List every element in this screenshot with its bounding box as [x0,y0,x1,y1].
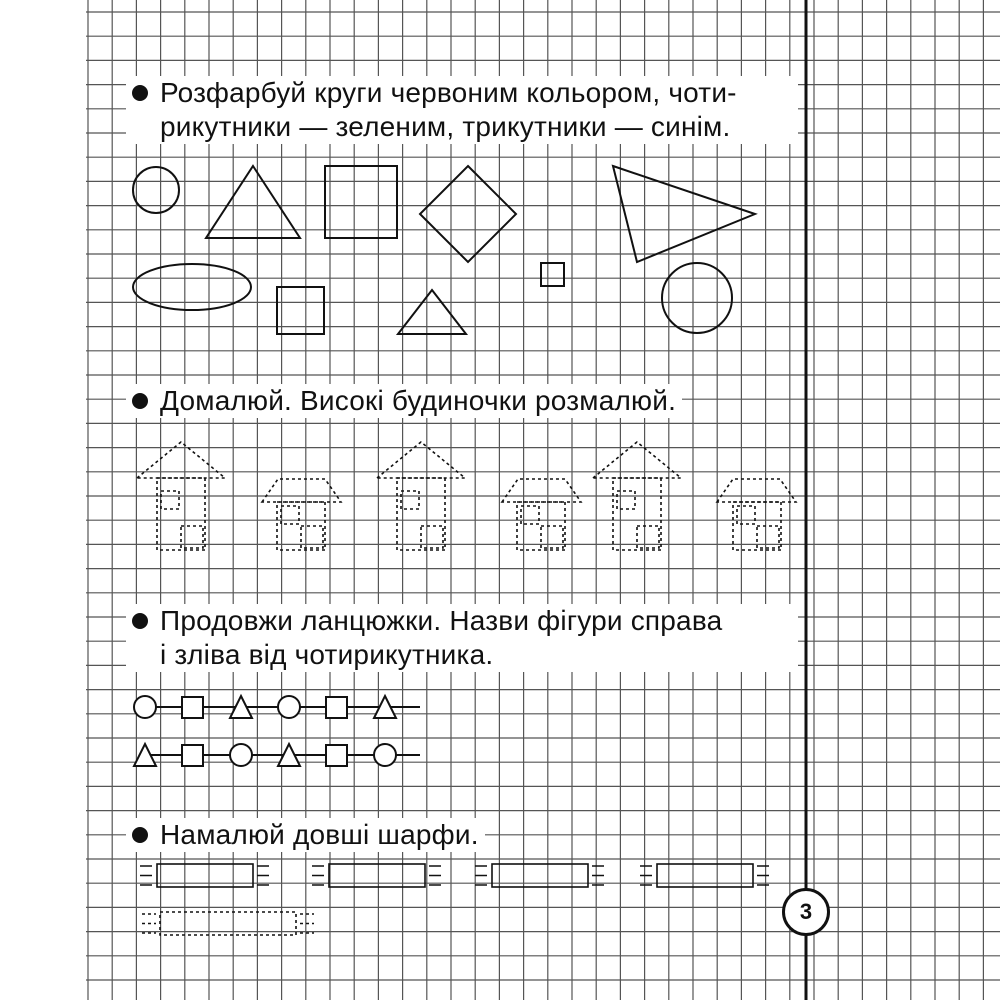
chain-circle [134,696,156,718]
scarf-solid[interactable] [312,864,441,887]
bullet-icon [132,85,148,101]
instruction-houses [126,384,682,418]
instruction-text: Домалюй. Високі будиночки розмалюй. [160,385,677,416]
chain-square [326,745,347,766]
scarf-solid[interactable] [140,864,269,887]
chain-square [182,697,203,718]
houses [137,442,796,550]
shape-circle-large[interactable] [662,263,732,333]
page-number: 3 [782,888,830,936]
bullet-icon [132,613,148,629]
scarf-dotted[interactable] [142,912,314,935]
chain-square [326,697,347,718]
chain-circle [278,696,300,718]
house-short[interactable] [502,479,581,550]
house-tall[interactable] [593,442,681,550]
shape-square-tiny[interactable] [541,263,564,286]
chain-circle [230,744,252,766]
chain-row-1[interactable] [134,696,420,718]
instruction-text: і зліва від чотирикутника. [160,639,494,670]
scarf-solid[interactable] [475,864,604,887]
shape-square-medium[interactable] [277,287,324,334]
instruction-text: рикутники — зеленим, трикутники — синім. [160,111,731,142]
shape-triangle-large[interactable] [206,166,300,238]
instruction-chains [126,604,798,672]
shape-square-large[interactable] [325,166,397,238]
instruction-text: Продовжи ланцюжки. Назви фігури справа [160,605,723,636]
shape-triangle-small[interactable] [398,290,466,334]
instruction-scarves [126,818,485,852]
shape-rhombus[interactable] [420,166,516,262]
house-short[interactable] [717,479,796,550]
instruction-text: Розфарбуй круги червоним кольором, чоти- [160,77,737,108]
bullet-icon [132,827,148,843]
shape-triangle-obtuse[interactable] [613,166,755,262]
chain-square [182,745,203,766]
instruction-colour-shapes [126,76,798,144]
shape-ellipse[interactable] [133,264,251,310]
shape-circle-small[interactable] [133,167,179,213]
chain-circle [374,744,396,766]
colour-shapes [133,166,755,334]
house-tall[interactable] [137,442,225,550]
chain-row-2[interactable] [134,744,420,766]
scarf-solid[interactable] [640,864,769,887]
scarves [140,864,769,935]
house-short[interactable] [262,479,341,550]
house-tall[interactable] [377,442,465,550]
instruction-text: Намалюй довші шарфи. [160,819,479,850]
bullet-icon [132,393,148,409]
